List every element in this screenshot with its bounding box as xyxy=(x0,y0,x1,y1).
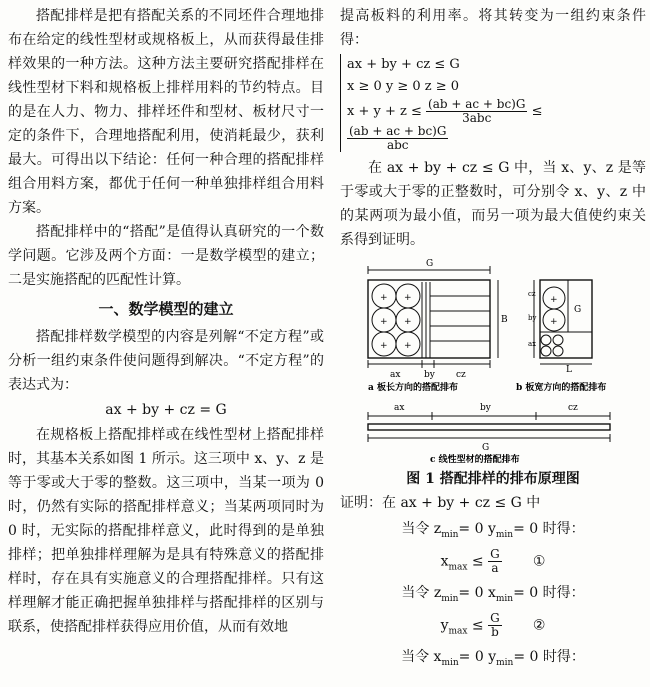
fraction-2 xyxy=(347,125,448,152)
fraction-1 xyxy=(426,98,527,125)
section-heading: 一、数学模型的建立 xyxy=(98,300,234,318)
paragraph-continue: 提高板料的利用率。将其转变为一组约束条件得： xyxy=(340,8,646,48)
constraint-3-left: x + y + z ≤ xyxy=(347,104,422,119)
caption-a: a 板长方向的搭配排布 xyxy=(368,383,458,393)
paragraph-intro: 搭配排样是把有搭配关系的不同坯件合理地排布在给定的线性型材或规格板上，从而获得最佳排样效果的一种方法。这种方法主要研究搭配排样在线性型材下料和规格板上排样用料的节约特点。目的是在人力、物力、排样坯件和型材、板材尺寸一定的条件下，合理地搭配利用，使消耗最少，获利最大。可得出以下结论：任何一种合理的搭配排样组合用料方案，都优于任何一种单独排样组合用料方案。 xyxy=(8,8,324,216)
condition-2: 当令 $z_{min}= 0$ $x_{min}= 0$ 时得： xyxy=(401,585,585,604)
constraint-1: ax + by + cz ≤ G xyxy=(347,57,460,72)
svg-text:+: + xyxy=(550,295,558,305)
fraction-1-num: (ab + ac + bc)G xyxy=(428,97,526,111)
caption-b: b 板宽方向的搭配排布 xyxy=(516,383,607,393)
right-column xyxy=(340,4,646,676)
label-ax-b: ax xyxy=(528,340,537,348)
label-G-b: G xyxy=(574,305,582,315)
diagram-b xyxy=(534,280,592,364)
label-L: L xyxy=(566,365,572,375)
label-by-b: by xyxy=(528,314,537,322)
label-ax-c: ax xyxy=(394,403,405,413)
figure-title: 图 1 搭配排样的排布原理图 xyxy=(406,471,580,487)
fraction-2-num: (ab + ac + bc)G xyxy=(349,124,447,138)
condition-1: 当令 $z_{min}= 0$ $y_{min}= 0$ 时得： xyxy=(401,521,585,540)
diagram-c xyxy=(368,412,610,442)
label-G-a: G xyxy=(426,259,434,269)
fraction-2-den: abc xyxy=(386,138,409,152)
result-2: $y_{max}$ ≤ $\frac{G}{b}$ ② xyxy=(440,610,546,639)
label-cz-c: cz xyxy=(568,403,578,413)
left-column xyxy=(8,4,324,639)
constraint-system xyxy=(340,54,646,152)
label-ax-a: ax xyxy=(390,370,401,380)
constraint-2: x ≥ 0 y ≥ 0 z ≥ 0 xyxy=(347,79,460,94)
diagram-b-plus-signs xyxy=(550,295,558,327)
svg-text:+: + xyxy=(404,317,412,327)
proof-intro: 证明：在 ax + by + cz ≤ G 中 xyxy=(340,495,541,511)
svg-text:+: + xyxy=(404,293,412,303)
paragraph-math-problem: 搭配排样中的“搭配”是值得认真研究的一个数学问题。它涉及两个方面：一是数学模型的建立；二是实施搭配的匹配性计算。 xyxy=(8,224,324,288)
indeterminate-equation: ax + by + cz = G xyxy=(105,402,227,418)
figure-1 xyxy=(340,256,646,466)
label-by-a: by xyxy=(424,370,435,380)
label-cz-b: cz xyxy=(528,290,536,298)
constraint-3-mid: ≤ xyxy=(531,104,543,119)
paragraph-model: 搭配排样数学模型的内容是列解“不定方程”或分析一组约束条件使问题得到解决。“不定方程”的表达式为： xyxy=(8,329,324,393)
paragraph-layout: 在规格板上搭配排样或在线性型材上搭配排样时，其基本关系如图 1 所示。这三项中 x、y、z 是等于零或大于零的整数。这三项中，当某一项为 0 时，仍然有实际的搭配排样意义；当某两项同时为 0 时，无实际的搭配排样意义，此时得到的是单独排样；把单独排样理解为是具有特殊意义的搭配排样时，存在具有实施意义的合理搭配排样。只有这样理解才能正确把握单独排样与搭配排样的区别与联系，使搭配排样获得应用价值，从而有效地 xyxy=(8,427,324,635)
svg-text:+: + xyxy=(404,341,412,351)
label-by-c: by xyxy=(480,403,491,413)
svg-text:+: + xyxy=(380,341,388,351)
constraint-3 xyxy=(347,98,646,152)
condition-3: 当令 $x_{min}= 0$ $y_{min}= 0$ 时得： xyxy=(401,649,585,668)
svg-text:+: + xyxy=(380,293,388,303)
layout-diagram xyxy=(340,256,646,466)
caption-c: c 线性型材的搭配排布 xyxy=(430,455,520,465)
fraction-1-den: 3abc xyxy=(462,111,492,125)
label-cz-a: cz xyxy=(456,370,466,380)
label-G-c: G xyxy=(482,443,490,453)
result-1: $x_{max}$ ≤ $\frac{G}{a}$ ① xyxy=(440,546,546,575)
label-B: B xyxy=(501,315,508,325)
svg-text:+: + xyxy=(380,317,388,327)
svg-text:+: + xyxy=(550,317,558,327)
paragraph-proof-intro: 在 ax + by + cz ≤ G 中，当 x、y、z 是等于零或大于零的正整数时，可分别令 x、y、z 中的某两项为最小值，而另一项为最大值使约束关系得到证明。 xyxy=(340,160,646,248)
